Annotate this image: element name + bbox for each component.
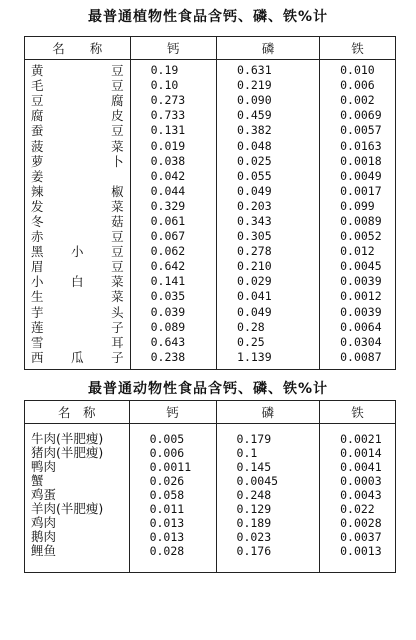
table-row bbox=[25, 488, 396, 502]
calcium-cell: 0.044 bbox=[130, 184, 216, 199]
phosphorus-cell: 0.179 bbox=[216, 424, 320, 447]
food-name-cell: 西瓜子 bbox=[31, 349, 124, 365]
phosphorus-cell: 0.055 bbox=[217, 169, 320, 184]
phosphorus-cell: 0.049 bbox=[217, 184, 320, 199]
table-row bbox=[25, 138, 396, 153]
food-name-cell: 鹅肉 bbox=[31, 529, 57, 544]
animal-nutrient-table bbox=[24, 400, 396, 573]
plant-table-title: 最普通植物性食品含钙、磷、铁%计 bbox=[87, 9, 329, 25]
table-row bbox=[25, 516, 396, 530]
food-name-cell: 黄豆 bbox=[31, 63, 124, 79]
table-row bbox=[25, 424, 396, 447]
table-row bbox=[25, 123, 396, 138]
calcium-cell: 0.19 bbox=[130, 60, 216, 79]
phosphorus-cell: 0.048 bbox=[217, 138, 320, 153]
phosphorus-cell: 0.090 bbox=[217, 93, 320, 108]
phosphorus-cell: 0.278 bbox=[217, 244, 320, 259]
iron-cell: 0.0028 bbox=[320, 516, 396, 530]
food-name-cell: 赤豆 bbox=[31, 229, 124, 245]
animal-table-title: 最普通动物性食品含钙、磷、铁%计 bbox=[87, 381, 329, 397]
calcium-cell: 0.089 bbox=[130, 320, 216, 335]
phosphorus-cell: 0.189 bbox=[216, 516, 320, 530]
calcium-cell: 0.011 bbox=[129, 502, 216, 516]
phosphorus-cell: 0.219 bbox=[217, 78, 320, 93]
calcium-cell: 0.013 bbox=[129, 516, 216, 530]
iron-cell: 0.099 bbox=[320, 199, 396, 214]
food-name-cell: 牛肉(半肥瘦) bbox=[31, 431, 104, 446]
calcium-cell: 0.035 bbox=[130, 289, 216, 304]
phosphorus-cell: 0.343 bbox=[217, 214, 320, 229]
header-phosphorus: 磷 bbox=[217, 37, 320, 60]
food-name-cell: 眉豆 bbox=[31, 259, 124, 275]
phosphorus-cell: 0.049 bbox=[217, 305, 320, 320]
food-name-cell: 鲤鱼 bbox=[31, 543, 57, 558]
food-name-cell: 鸡肉 bbox=[31, 515, 57, 530]
header-iron: 铁 bbox=[320, 37, 396, 60]
calcium-cell: 0.005 bbox=[129, 424, 216, 447]
table-header-row bbox=[25, 401, 396, 424]
food-name-cell: 莲子 bbox=[31, 319, 124, 335]
food-name-cell: 菠菜 bbox=[31, 138, 124, 154]
table-row bbox=[25, 169, 396, 184]
table-header-row bbox=[25, 37, 396, 60]
table-row bbox=[25, 229, 396, 244]
table-row bbox=[25, 530, 396, 544]
phosphorus-cell: 0.305 bbox=[217, 229, 320, 244]
table-row bbox=[25, 305, 396, 320]
phosphorus-cell: 0.28 bbox=[217, 320, 320, 335]
iron-cell: 0.0039 bbox=[320, 274, 396, 289]
iron-cell: 0.0089 bbox=[320, 214, 396, 229]
food-name-cell: 发菜 bbox=[31, 198, 124, 214]
phosphorus-cell: 0.459 bbox=[217, 108, 320, 123]
iron-cell: 0.0069 bbox=[320, 108, 396, 123]
calcium-cell: 0.006 bbox=[129, 446, 216, 460]
calcium-cell: 0.238 bbox=[130, 350, 216, 370]
iron-cell: 0.0014 bbox=[320, 446, 396, 460]
iron-cell: 0.0037 bbox=[320, 530, 396, 544]
table-row bbox=[25, 544, 396, 573]
header-calcium: 钙 bbox=[130, 37, 216, 60]
iron-cell: 0.0018 bbox=[320, 154, 396, 169]
iron-cell: 0.022 bbox=[320, 502, 396, 516]
table-row bbox=[25, 93, 396, 108]
food-name-cell: 腐皮 bbox=[31, 108, 124, 124]
food-name-cell: 鸡蛋 bbox=[31, 487, 57, 502]
calcium-cell: 0.131 bbox=[130, 123, 216, 138]
iron-cell: 0.0057 bbox=[320, 123, 396, 138]
phosphorus-cell: 0.203 bbox=[217, 199, 320, 214]
phosphorus-cell: 0.248 bbox=[216, 488, 320, 502]
table-row bbox=[25, 259, 396, 274]
phosphorus-cell: 1.139 bbox=[217, 350, 320, 370]
iron-cell: 0.0064 bbox=[320, 320, 396, 335]
iron-cell: 0.0012 bbox=[320, 289, 396, 304]
iron-cell: 0.010 bbox=[320, 60, 396, 79]
food-name-cell: 辣椒 bbox=[31, 183, 124, 199]
phosphorus-cell: 0.023 bbox=[216, 530, 320, 544]
iron-cell: 0.0017 bbox=[320, 184, 396, 199]
calcium-cell: 0.642 bbox=[130, 259, 216, 274]
table-row bbox=[25, 60, 396, 79]
food-name-cell: 毛豆 bbox=[31, 78, 124, 94]
phosphorus-cell: 0.029 bbox=[217, 274, 320, 289]
food-name-cell: 蟹 bbox=[31, 473, 44, 488]
calcium-cell: 0.062 bbox=[130, 244, 216, 259]
calcium-cell: 0.273 bbox=[130, 93, 216, 108]
table-row bbox=[25, 502, 396, 516]
phosphorus-cell: 0.025 bbox=[217, 154, 320, 169]
iron-cell: 0.0043 bbox=[320, 488, 396, 502]
phosphorus-cell: 0.176 bbox=[216, 544, 320, 573]
header-iron: 铁 bbox=[320, 401, 396, 424]
table-row bbox=[25, 184, 396, 199]
header-phosphorus: 磷 bbox=[216, 401, 320, 424]
food-name-cell: 黑小豆 bbox=[31, 244, 124, 260]
food-name-cell: 蚕豆 bbox=[31, 123, 124, 139]
calcium-cell: 0.042 bbox=[130, 169, 216, 184]
food-name-cell: 雪耳 bbox=[31, 334, 124, 350]
phosphorus-cell: 0.041 bbox=[217, 289, 320, 304]
iron-cell: 0.0013 bbox=[320, 544, 396, 573]
iron-cell: 0.0039 bbox=[320, 305, 396, 320]
table-row bbox=[25, 474, 396, 488]
food-name-cell: 猪肉(半肥瘦) bbox=[31, 445, 104, 460]
header-calcium: 钙 bbox=[129, 401, 216, 424]
iron-cell: 0.0049 bbox=[320, 169, 396, 184]
table-row bbox=[25, 199, 396, 214]
food-name-cell: 冬菇 bbox=[31, 213, 124, 229]
calcium-cell: 0.026 bbox=[129, 474, 216, 488]
iron-cell: 0.002 bbox=[320, 93, 396, 108]
calcium-cell: 0.019 bbox=[130, 138, 216, 153]
phosphorus-cell: 0.631 bbox=[217, 60, 320, 79]
calcium-cell: 0.067 bbox=[130, 229, 216, 244]
phosphorus-cell: 0.1 bbox=[216, 446, 320, 460]
phosphorus-cell: 0.129 bbox=[216, 502, 320, 516]
food-name-cell: 萝卜 bbox=[31, 153, 124, 169]
phosphorus-cell: 0.145 bbox=[216, 460, 320, 474]
calcium-cell: 0.028 bbox=[129, 544, 216, 573]
calcium-cell: 0.013 bbox=[129, 530, 216, 544]
iron-cell: 0.0003 bbox=[320, 474, 396, 488]
calcium-cell: 0.038 bbox=[130, 154, 216, 169]
iron-cell: 0.0052 bbox=[320, 229, 396, 244]
calcium-cell: 0.643 bbox=[130, 335, 216, 350]
calcium-cell: 0.329 bbox=[130, 199, 216, 214]
iron-cell: 0.006 bbox=[320, 78, 396, 93]
table-row bbox=[25, 320, 396, 335]
table-row bbox=[25, 214, 396, 229]
calcium-cell: 0.10 bbox=[130, 78, 216, 93]
food-name-cell: 小白菜 bbox=[31, 274, 124, 290]
calcium-cell: 0.141 bbox=[130, 274, 216, 289]
calcium-cell: 0.039 bbox=[130, 305, 216, 320]
food-name-cell: 羊肉(半肥瘦) bbox=[31, 501, 104, 516]
food-name-cell: 姜 bbox=[31, 168, 44, 184]
table-row bbox=[25, 108, 396, 123]
iron-cell: 0.0304 bbox=[320, 335, 396, 350]
table-row bbox=[25, 460, 396, 474]
table-row bbox=[25, 335, 396, 350]
iron-cell: 0.0045 bbox=[320, 259, 396, 274]
plant-nutrient-table bbox=[24, 36, 396, 370]
food-name-cell: 豆腐 bbox=[31, 93, 124, 109]
phosphorus-cell: 0.382 bbox=[217, 123, 320, 138]
food-name-cell: 生菜 bbox=[31, 289, 124, 305]
iron-cell: 0.012 bbox=[320, 244, 396, 259]
phosphorus-cell: 0.0045 bbox=[216, 474, 320, 488]
table-row bbox=[25, 78, 396, 93]
table-row bbox=[25, 244, 396, 259]
phosphorus-cell: 0.25 bbox=[217, 335, 320, 350]
food-name-cell: 芋头 bbox=[31, 304, 124, 320]
calcium-cell: 0.058 bbox=[129, 488, 216, 502]
table-row bbox=[25, 446, 396, 460]
table-row bbox=[25, 274, 396, 289]
header-name: 名 称 bbox=[25, 37, 131, 60]
iron-cell: 0.0021 bbox=[320, 424, 396, 447]
calcium-cell: 0.0011 bbox=[129, 460, 216, 474]
calcium-cell: 0.061 bbox=[130, 214, 216, 229]
iron-cell: 0.0087 bbox=[320, 350, 396, 370]
table-row bbox=[25, 154, 396, 169]
header-name: 名 称 bbox=[25, 401, 130, 424]
calcium-cell: 0.733 bbox=[130, 108, 216, 123]
iron-cell: 0.0163 bbox=[320, 138, 396, 153]
table-row bbox=[25, 289, 396, 304]
phosphorus-cell: 0.210 bbox=[217, 259, 320, 274]
table-row bbox=[25, 350, 396, 370]
food-name-cell: 鸭肉 bbox=[31, 459, 57, 474]
iron-cell: 0.0041 bbox=[320, 460, 396, 474]
